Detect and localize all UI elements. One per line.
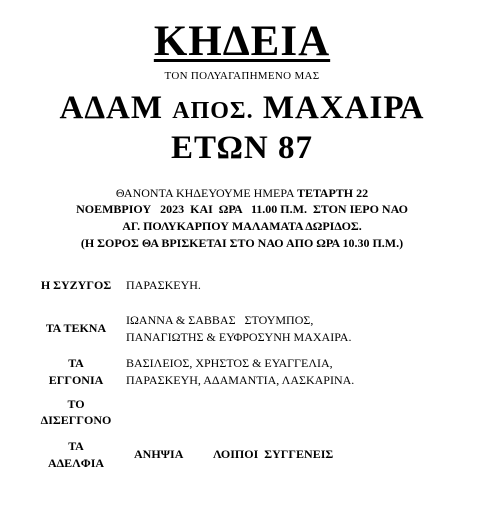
announcement-day: ΤΕΤΑΡΤΗ 22 <box>296 186 369 200</box>
deceased-fathers-name: ΑΠΟΣ. <box>172 98 254 124</box>
grandchildren-label-line-2: ΕΓΓΟΝΙΑ <box>48 373 104 387</box>
deceased-first-name: ΑΔΑΜ <box>59 90 163 126</box>
notice-title: ΚΗΔΕΙΑ <box>153 18 331 65</box>
children-label: ΤΑ ΤΕΚΝΑ <box>45 321 107 335</box>
spouse-value: ΠΑΡΑΣΚΕΥΗ. <box>126 278 201 292</box>
other-relatives: ΛΟΙΠΟΙ ΣΥΓΓΕΝΕΙΣ <box>213 447 334 461</box>
nieces-nephews: ΑΝΗΨΙΑ <box>134 447 184 461</box>
announcement-line-1 <box>0 185 484 201</box>
announcement-line-3: ΑΓ. ΠΟΛΥΚΑΡΠΟΥ ΜΑΛΑΜΑΤΑ ΔΩΡΙΔΟΣ. <box>122 219 362 233</box>
spouse-label: Η ΣΥΖΥΓΟΣ <box>40 278 112 292</box>
siblings-label-line-2: ΑΔΕΛΦΙΑ <box>47 456 105 470</box>
siblings-label-line-1: ΤΑ <box>68 439 84 453</box>
grandchildren-line-1: ΒΑΣΙΛΕΙΟΣ, ΧΡΗΣΤΟΣ & ΕΥΑΓΓΕΛΙΑ, <box>126 356 333 370</box>
grandchildren-label-line-1: ΤΑ <box>68 356 84 370</box>
deceased-last-name: ΜΑΧΑΙΡΑ <box>262 90 425 126</box>
great-grandchild-label-line-2: ΔΙΣΕΓΓΟΝΟ <box>40 413 112 427</box>
announcement-day-prefix: ΘΑΝΟΝΤΑ ΚΗΔΕΥΟΥΜΕ ΗΜΕΡΑ <box>115 186 297 200</box>
deceased-age: ΕΤΩΝ 87 <box>171 130 313 166</box>
notice-subtitle: ΤΟΝ ΠΟΛΥΑΓΑΠΗΜΕΝΟ ΜΑΣ <box>164 70 320 82</box>
grandchildren-line-2: ΠΑΡΑΣΚΕΥΗ, ΑΔΑΜΑΝΤΙΑ, ΛΑΣΚΑΡΙΝΑ. <box>126 373 355 387</box>
deceased-name <box>0 88 484 131</box>
children-line-2: ΠΑΝΑΓΙΩΤΗΣ & ΕΥΦΡΟΣΥΝΗ ΜΑΧΑΙΡΑ. <box>126 330 352 344</box>
children-line-1: ΙΩΑΝΝΑ & ΣΑΒΒΑΣ ΣΤΟΥΜΠΟΣ, <box>126 313 314 327</box>
announcement-line-2: ΝΟΕΜΒΡΙΟΥ 2023 ΚΑΙ ΩΡΑ 11.00 Π.Μ. ΣΤΟΝ ΙΕΡΟ ΝΑΟ <box>76 202 408 216</box>
great-grandchild-label-line-1: ΤΟ <box>67 397 85 411</box>
announcement-line-4: (Η ΣΟΡΟΣ ΘΑ ΒΡΙΣΚΕΤΑΙ ΣΤΟ ΝΑΟ ΑΠΟ ΩΡΑ 10.30 Π.Μ.) <box>80 236 404 250</box>
